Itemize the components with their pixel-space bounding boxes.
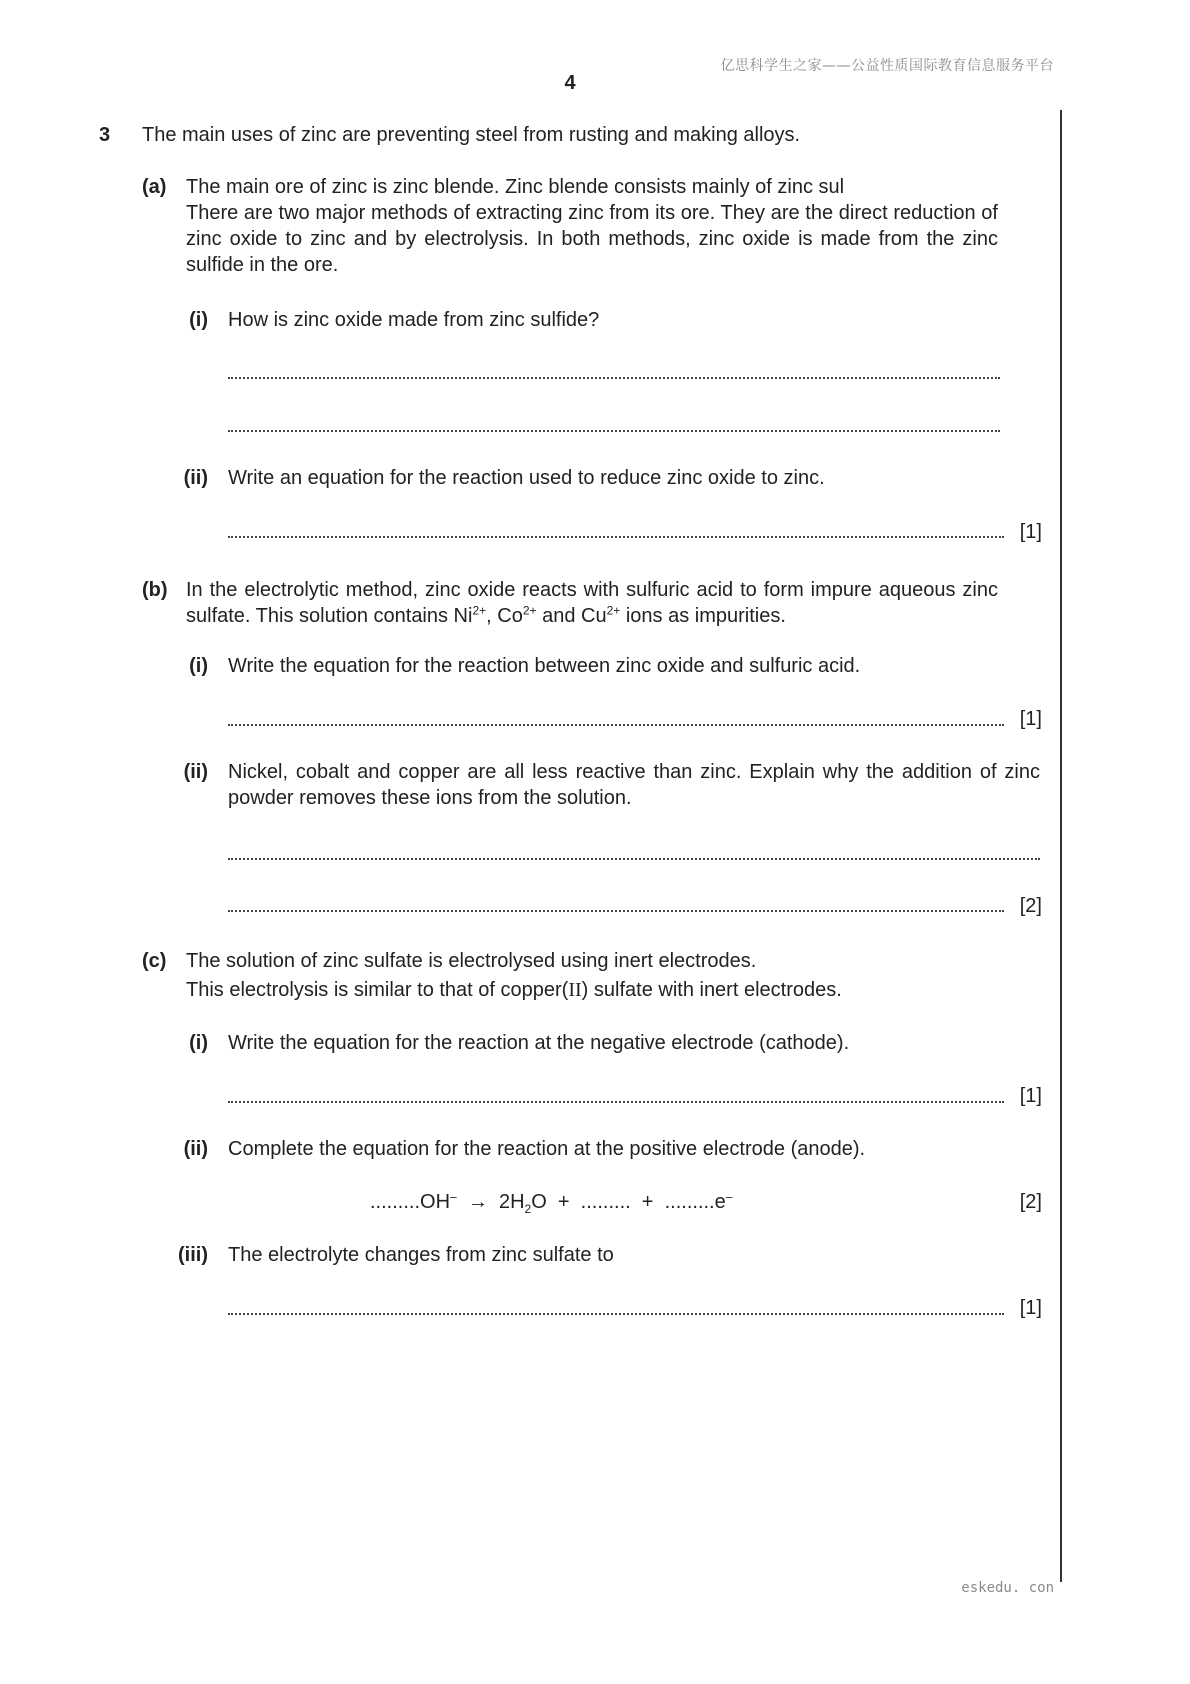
part-b-label: (b) [142, 579, 168, 601]
part-b-text: In the electrolytic method, zinc oxide reacts with sulfuric acid to form impure aqueous zinc sulfate. This solution contains $Ni^{2+}$, $Co^{2+}$ and $Cu^{2+}$ ions as impurities. [186, 579, 998, 627]
mark-b-i: [1] [1019, 708, 1042, 730]
answer-line-c-i[interactable] [228, 1099, 1004, 1103]
part-c-ii-text: Complete the equation for the reaction at the positive electrode (anode). [228, 1138, 866, 1160]
part-c-iii-label: (iii) [178, 1244, 208, 1266]
part-c-i-text: Write the equation for the reaction at the negative electrode (cathode). [228, 1032, 850, 1054]
answer-line-b-ii-2[interactable] [228, 908, 1004, 912]
part-b-i-label: (i) [189, 655, 208, 677]
co-charge: 2+ [522, 603, 537, 618]
part-a-line1: The main ore of zinc is zinc blende. Zinc blende consists mainly of zinc sul [186, 176, 845, 198]
watermark-text: 亿思科学生之家——公益性质国际教育信息服务平台 [720, 58, 1054, 74]
answer-line-b-ii-1[interactable] [228, 856, 1040, 860]
mark-a-ii: [1] [1019, 521, 1042, 543]
part-a-i-text: How is zinc oxide made from zinc sulfide? [228, 309, 600, 331]
page-number: 4 [564, 72, 576, 94]
part-a-ii-text: Write an equation for the reaction used to reduce zinc oxide to zinc. [228, 467, 825, 489]
cu-charge: 2+ [606, 603, 621, 618]
part-a-label: (a) [142, 176, 167, 198]
answer-line-a-i-2[interactable] [228, 428, 1000, 432]
part-c-label: (c) [142, 950, 167, 972]
footer-site: eskedu. con [961, 1580, 1054, 1596]
part-c-line1: The solution of zinc sulfate is electrolysed using inert electrodes. [186, 950, 757, 972]
part-a-line2: There are two major methods of extracting zinc from its ore. They are the direct reduction of zinc oxide to zinc and by electrolysis. In both methods, zinc oxide is made from the zinc sulfide in the ore. [186, 202, 998, 276]
part-b-ii-label: (ii) [183, 761, 208, 783]
part-c-i-label: (i) [189, 1032, 208, 1054]
roman-numeral: II [568, 979, 582, 1001]
part-a-i-label: (i) [189, 309, 208, 331]
part-c-ii-label: (ii) [183, 1138, 208, 1160]
answer-line-c-iii[interactable] [228, 1311, 1004, 1315]
part-b-ii-text: Nickel, cobalt and copper are all less reactive than zinc. Explain why the addition of zinc powder removes these ions from the solution. [228, 761, 1040, 809]
mark-c-i: [1] [1019, 1085, 1042, 1107]
anode-equation[interactable]: $.........OH^- \to 2H_2O$ + ......... + .........e– [370, 1189, 733, 1216]
answer-line-a-i-1[interactable] [228, 375, 1000, 379]
answer-line-b-i[interactable] [228, 722, 1004, 726]
mark-c-ii: [2] [1019, 1191, 1042, 1213]
ni-charge: 2+ [472, 603, 487, 618]
question-number: 3 [99, 124, 111, 146]
part-a-ii-label: (ii) [183, 467, 208, 489]
question-intro: The main uses of zinc are preventing steel from rusting and making alloys. [142, 124, 801, 146]
part-c-line2: This electrolysis is similar to that of copper(II) sulfate with inert electrodes. [186, 979, 842, 1001]
mark-c-iii: [1] [1019, 1297, 1042, 1319]
answer-line-a-ii[interactable] [228, 534, 1004, 538]
part-c-iii-text: The electrolyte changes from zinc sulfate to [228, 1244, 614, 1266]
reaction-arrow: → [467, 1191, 488, 1213]
part-b-i-text: Write the equation for the reaction between zinc oxide and sulfuric acid. [228, 655, 861, 677]
margin-rule [1060, 110, 1062, 1582]
mark-b-ii: [2] [1019, 895, 1042, 917]
